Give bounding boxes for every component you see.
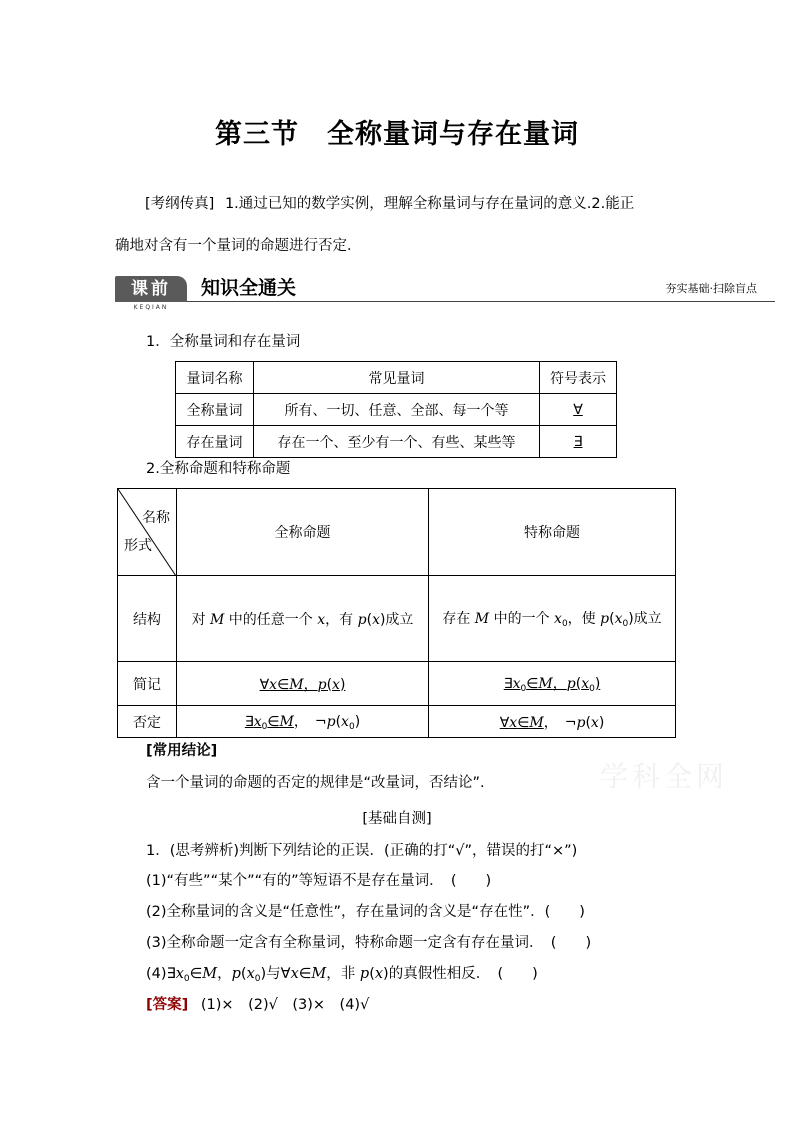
corner-cell <box>118 489 177 576</box>
section1-heading: 1．全称量词和存在量词 <box>146 334 301 350</box>
universal-negation: $\exists x_0\in M$， $\neg p(x_0)$ <box>177 706 429 738</box>
row-label: 否定 <box>118 706 177 738</box>
table-header: 量词名称 <box>176 362 254 394</box>
outline-line2: 确地对含有一个量词的命题进行否定． <box>115 238 362 254</box>
existential-structure: 存在 M 中的一个 $x_0$，使 $p(x_0)$成立 <box>429 576 676 662</box>
question-1: 1．(思考辨析)判断下列结论的正误．(正确的打“√”，错误的打“×”) <box>146 843 578 859</box>
table-row <box>118 706 676 738</box>
table-row <box>118 489 676 576</box>
table-cell: 存在一个、至少有一个、有些、某些等 <box>254 426 540 458</box>
section-banner <box>115 276 775 312</box>
question-item: (1)“有些”“某个”“有的”等短语不是存在量词． ( ) <box>146 873 492 889</box>
answer-label: [答案] <box>146 997 189 1013</box>
banner-tag-sub: KEQIAN <box>133 304 169 311</box>
corner-bottom-label: 形式 <box>124 538 152 554</box>
answer-line <box>146 995 369 1015</box>
diagonal-line <box>118 489 176 576</box>
corner-top-label: 名称 <box>142 510 170 526</box>
question-item: (3)全称命题一定含有全称量词，特称命题一定含有存在量词． ( ) <box>146 935 592 951</box>
table-header: 符号表示 <box>540 362 617 394</box>
table-row <box>118 662 676 706</box>
table-header: 全称命题 <box>177 489 429 576</box>
question-item: (2)全称量词的含义是“任意性”，存在量词的含义是“存在性”．( ) <box>146 904 585 920</box>
table-row <box>176 394 617 426</box>
question-item-4: $(4)\exists x_0\in M$，$p(x_0)$与∀x∈M，非 p(x)的真假性相反． ( ) <box>146 966 538 984</box>
banner-slogan: 夯实基础·扫除盲点 <box>665 282 757 295</box>
answer-text: (1)× (2)√ (3)× (4)√ <box>200 997 370 1013</box>
page-title: 第三节 全称量词与存在量词 <box>215 119 579 150</box>
table-row <box>176 426 617 458</box>
watermark: 学科全网 <box>600 760 729 793</box>
common-conclusion-label: [常用结论] <box>146 743 218 759</box>
outline-label: [考纲传真] <box>145 196 215 212</box>
existential-negation: ∀x∈M， ¬p(x) <box>429 706 676 738</box>
row-label: 结构 <box>118 576 177 662</box>
outline-text1: 1.通过已知的数学实例，理解全称量词与存在量词的意义.2.能正 <box>224 196 635 212</box>
table-cell: 存在量词 <box>176 426 254 458</box>
table-row <box>118 576 676 662</box>
table-cell: 所有、一切、任意、全部、每一个等 <box>254 394 540 426</box>
self-test-heading: [基础自测] <box>362 811 432 827</box>
table-cell-symbol: ∀ <box>540 394 617 426</box>
table-row <box>176 362 617 394</box>
section2-heading: 2.全称命题和特称命题 <box>146 461 291 477</box>
existential-notation: $\exists x_0\in M$，$p(x_0)$ <box>429 662 676 706</box>
banner-title: 知识全通关 <box>201 277 297 299</box>
table-header: 特称命题 <box>429 489 676 576</box>
table-header: 常见量词 <box>254 362 540 394</box>
common-conclusion-text: 含一个量词的命题的否定的规律是“改量词，否结论”. <box>146 775 485 791</box>
universal-notation: ∀x∈M，p(x) <box>177 662 429 706</box>
proposition-table <box>117 488 676 738</box>
quantifier-table <box>175 361 617 458</box>
universal-structure: 对 M 中的任意一个 x，有 p(x)成立 <box>177 576 429 662</box>
banner-rule <box>115 301 775 302</box>
row-label: 简记 <box>118 662 177 706</box>
banner-tag: 课前 <box>115 276 187 302</box>
outline-line1 <box>145 194 705 214</box>
table-cell-symbol: ∃ <box>540 426 617 458</box>
table-cell: 全称量词 <box>176 394 254 426</box>
